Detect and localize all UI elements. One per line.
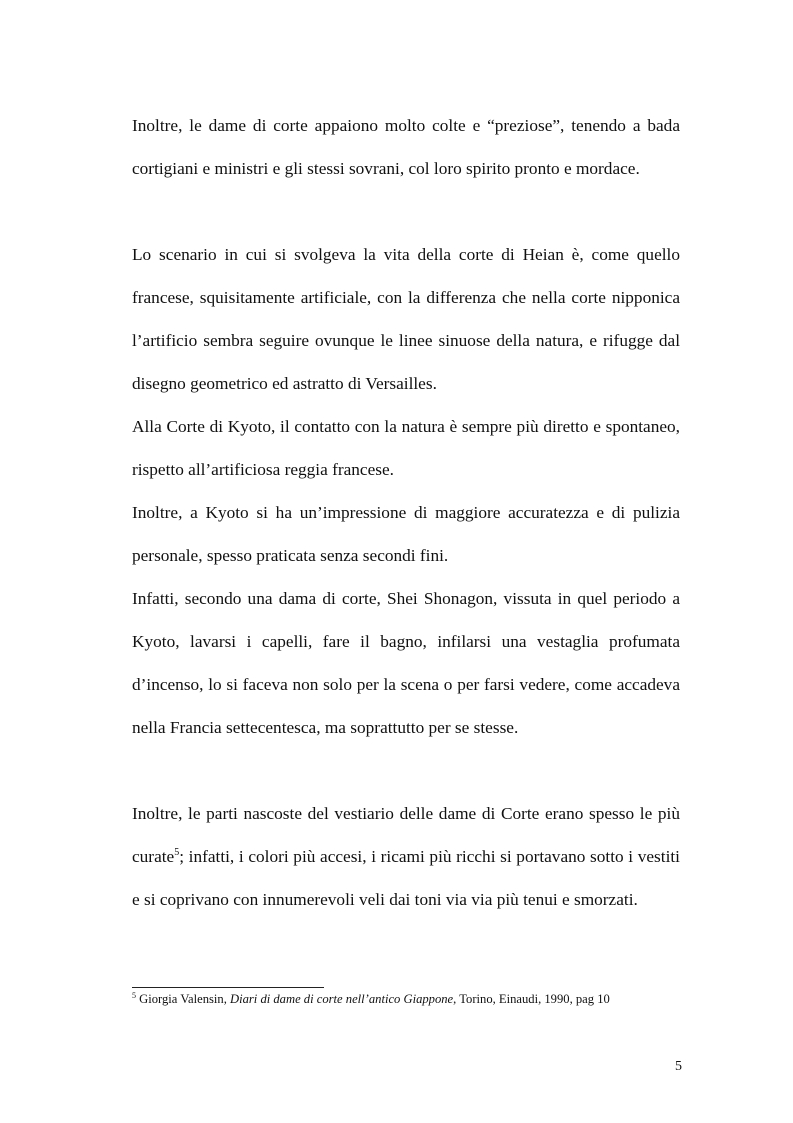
paragraph-2: Lo scenario in cui si svolgeva la vita della corte di Heian è, come quello francese, squisitamente artificiale, con la differenza che nella corte nipponica l’artificio sembra seguire ovunque le linee sinuose della natura, e rifugge dal disegno geometrico ed astratto di Versailles. (132, 245, 680, 393)
footnote-title: Diari di dame di corte nell’antico Giappone (230, 992, 454, 1006)
page-number: 5 (675, 1059, 682, 1074)
footnote-author: Giorgia Valensin, (139, 992, 227, 1006)
footnote-publication: , Torino, Einaudi, 1990, pag 10 (453, 992, 610, 1006)
paragraph-1: Inoltre, le dame di corte appaiono molto colte e “preziose”, tenendo a bada cortigiani e ministri e gli stessi sovrani, col loro spirito pronto e mordace. (132, 116, 680, 178)
paragraph-3: Alla Corte di Kyoto, il contatto con la natura è sempre più diretto e spontaneo, rispetto all’artificiosa reggia francese. (132, 417, 680, 479)
paragraph-6-text-a: Inoltre, le parti nascoste del vestiario delle dame di Corte erano spesso le più curate (132, 804, 680, 866)
footnote-number: 5 (132, 991, 136, 1000)
footnote-separator (132, 987, 324, 988)
paragraph-6 (132, 792, 680, 921)
footnote-reference: 5 (174, 847, 180, 858)
paragraph-5: Infatti, secondo una dama di corte, Shei Shonagon, vissuta in quel periodo a Kyoto, lavarsi i capelli, fare il bagno, infilarsi una vestaglia profumata d’incenso, lo si faceva non solo per la scena o per farsi vedere, come accadeva nella Francia settecentesca, ma soprattutto per se stesse. (132, 589, 680, 737)
footnote (132, 991, 692, 1007)
paragraph-6-text-b: ; infatti, i colori più accesi, i ricami più ricchi si portavano sotto i vestiti e si coprivano con innumerevoli veli dai toni via via più tenui e smorzati. (132, 847, 680, 909)
paragraph-4: Inoltre, a Kyoto si ha un’impressione di maggiore accuratezza e di pulizia personale, spesso praticata senza secondi fini. (132, 503, 680, 565)
